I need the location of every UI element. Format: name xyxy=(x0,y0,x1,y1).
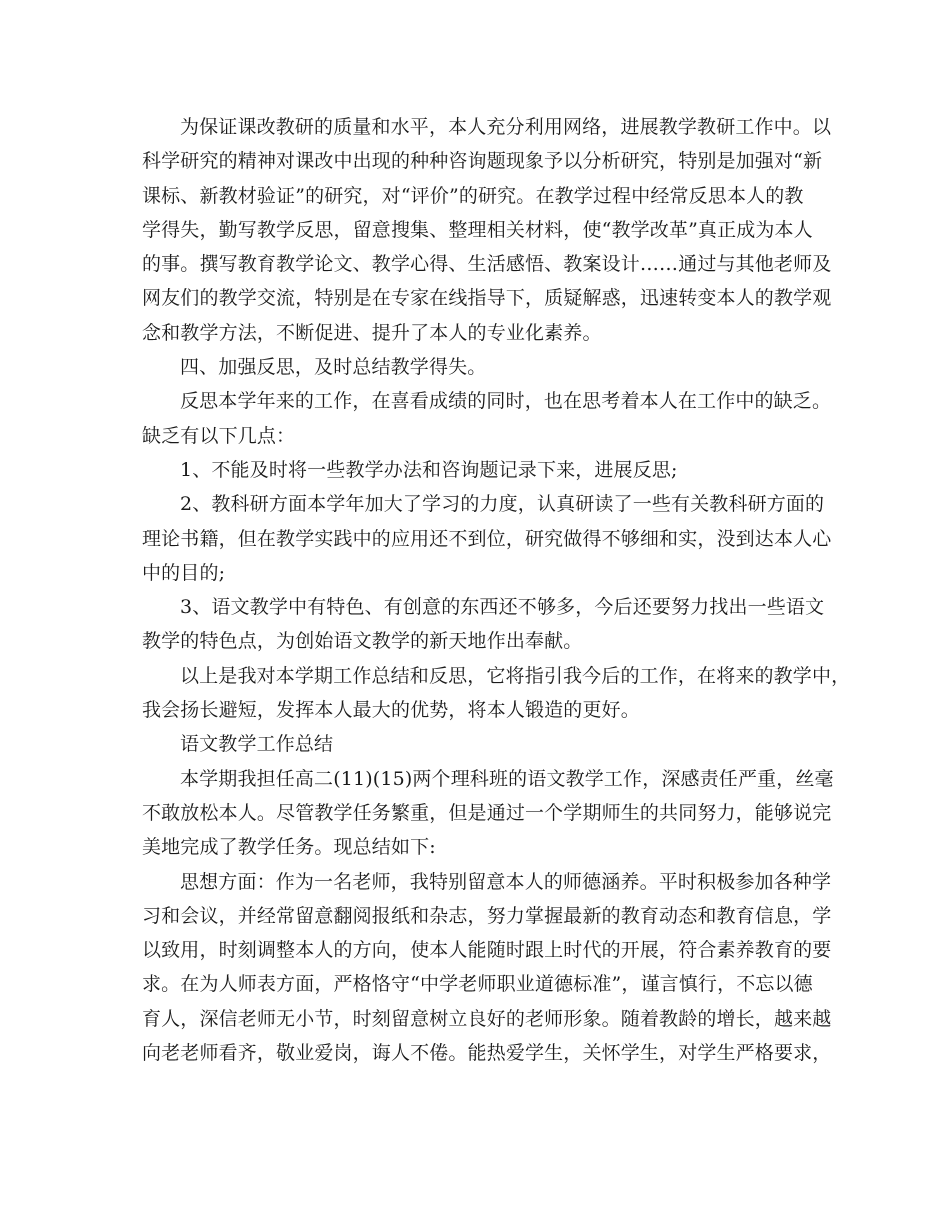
text-line: 我会扬长避短，发挥本人最大的优势，将本人锻造的更好。 xyxy=(142,699,640,722)
text-line: 课标、新教材验证”的研究，对“评价”的研究。在教学过程中经常反思本人的教 xyxy=(142,184,804,207)
text-line: 网友们的教学交流，特别是在专家在线指导下，质疑解惑，迅速转变本人的教学观 xyxy=(142,287,832,310)
text-line: 念和教学方法，不断促进、提升了本人的专业化素养。 xyxy=(142,321,602,344)
text-line: 的事。撰写教育教学论文、教学心得、生活感悟、教案设计……通过与其他老师及 xyxy=(142,253,832,276)
text-line: 教学的特色点，为创始语文教学的新天地作出奉献。 xyxy=(142,630,583,653)
text-line: 理论书籍，但在教学实践中的应用还不到位，研究做得不够细和实，没到达本人心 xyxy=(142,527,832,550)
text-line: 四、加强反思，及时总结教学得失。 xyxy=(180,356,487,379)
paragraph-research xyxy=(142,110,832,350)
list-item-3 xyxy=(142,590,826,659)
text-line: 反思本学年来的工作，在喜看成绩的同时，也在思考着本人在工作中的缺乏。 xyxy=(180,390,832,413)
section-heading-reflection xyxy=(142,350,826,384)
list-item-1 xyxy=(142,453,826,487)
text-line: 1、不能及时将一些教学办法和咨询题记录下来，进展反思; xyxy=(180,458,678,481)
list-item-2 xyxy=(142,487,832,590)
paragraph-ideology xyxy=(142,865,832,1071)
text-line: 缺乏有以下几点： xyxy=(142,424,296,447)
paragraph-conclusion xyxy=(142,659,851,728)
text-line: 习和会议，并经常留意翻阅报纸和杂志，努力掌握最新的教育动态和教育信息，学 xyxy=(142,904,832,927)
document-subtitle xyxy=(142,727,826,761)
text-line: 以致用，时刻调整本人的方向，使本人能随时跟上时代的开展，符合素养教育的要 xyxy=(142,939,832,962)
text-line: 2、教科研方面本学年加大了学习的力度，认真研读了一些有关教科研方面的 xyxy=(180,493,825,516)
text-line: 语文教学工作总结 xyxy=(180,733,334,756)
paragraph-semester-intro xyxy=(142,762,834,865)
paragraph-reflection-intro xyxy=(142,384,832,453)
text-line: 不敢放松本人。尽管教学任务繁重，但是通过一个学期师生的共同努力，能够说完 xyxy=(142,801,832,824)
text-line: 3、语文教学中有特色、有创意的东西还不够多，今后还要努力找出一些语文 xyxy=(180,596,825,619)
text-line: 美地完成了教学任务。现总结如下: xyxy=(142,836,436,859)
text-line: 以上是我对本学期工作总结和反思，它将指引我今后的工作，在将来的教学中， xyxy=(180,664,851,687)
document-body xyxy=(142,110,851,1070)
text-line: 学得失，勤写教学反思，留意搜集、整理相关材料，使“教学改革”真正成为本人 xyxy=(142,218,813,241)
text-line: 本学期我担任高二(11)(15)两个理科班的语文教学工作，深感责任严重，丝毫 xyxy=(180,767,834,790)
text-line: 思想方面：作为一名老师，我特别留意本人的师德涵养。平时积极参加各种学 xyxy=(180,870,832,893)
text-line: 中的目的; xyxy=(142,561,226,584)
text-line: 为保证课改教研的质量和水平，本人充分利用网络，进展教学教研工作中。以 xyxy=(180,116,832,138)
text-line: 求。在为人师表方面，严格恪守“中学老师职业道德标准”，谨言慎行，不忘以德 xyxy=(142,973,813,996)
text-line: 科学研究的精神对课改中出现的种种咨询题现象予以分析研究，特别是加强对“新 xyxy=(142,150,823,173)
text-line: 向老老师看齐，敬业爱岗，诲人不倦。能热爱学生，关怀学生，对学生严格要求， xyxy=(142,1042,832,1065)
text-line: 育人，深信老师无小节，时刻留意树立良好的老师形象。随着教龄的增长，越来越 xyxy=(142,1007,832,1030)
